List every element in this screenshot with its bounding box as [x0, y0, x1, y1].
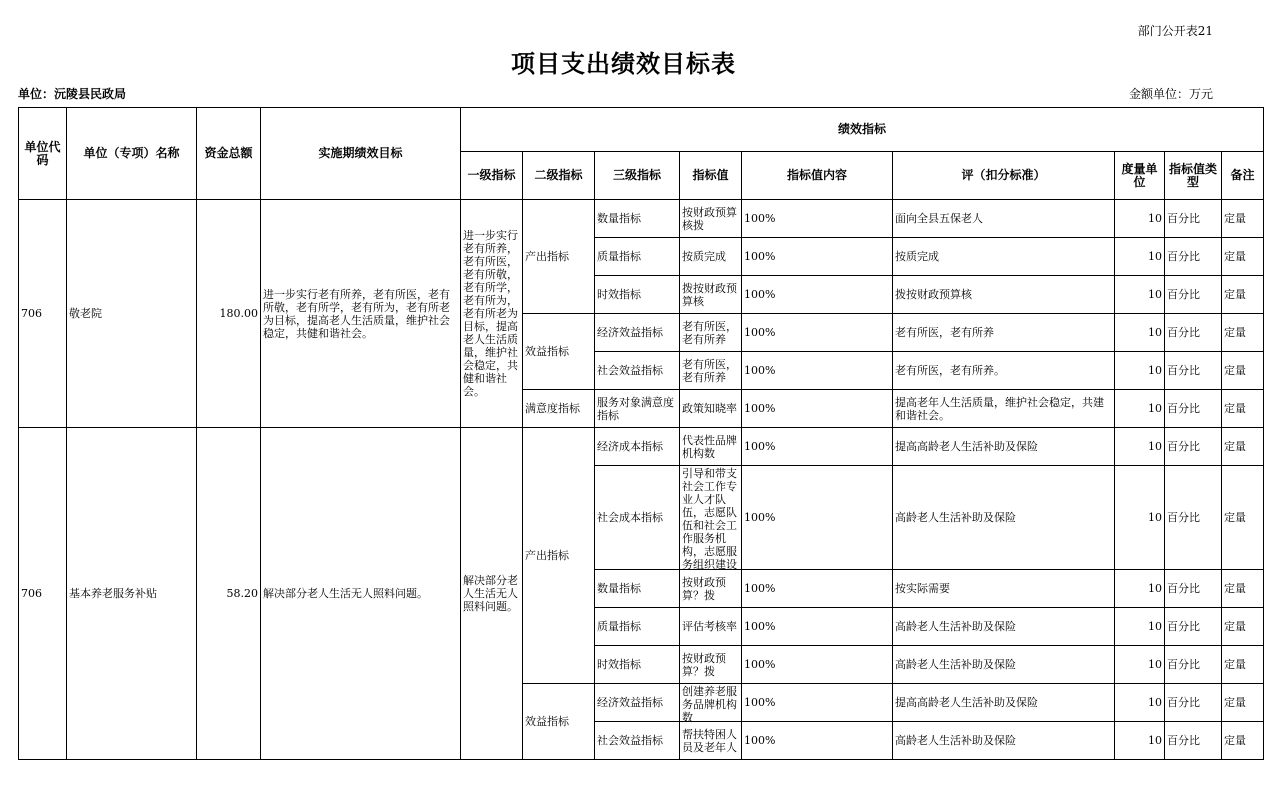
value-text: 按质完成	[682, 250, 726, 263]
scoring-cell: 高龄老人生活补助及保险	[893, 722, 1115, 760]
value-type-cell: 百分比	[1165, 646, 1222, 684]
value-cell	[680, 646, 742, 684]
level2-cell: 效益指标	[523, 314, 595, 390]
remark-cell: 定量	[1222, 428, 1264, 466]
remark-cell: 定量	[1222, 200, 1264, 238]
table-row	[19, 200, 1264, 238]
unit-label: 单位：沅陵县民政局	[18, 87, 127, 101]
money-unit-label: 金额单位：万元	[1128, 87, 1213, 101]
scoring-cell: 按质完成	[893, 238, 1115, 276]
content-cell: 100%	[742, 722, 893, 760]
measure-unit-cell: 10	[1115, 570, 1165, 608]
level3-cell: 数量指标	[595, 200, 680, 238]
remark-cell: 定量	[1222, 276, 1264, 314]
content-cell: 100%	[742, 684, 893, 722]
remark-cell: 定量	[1222, 238, 1264, 276]
value-cell	[680, 238, 742, 276]
remark-cell: 定量	[1222, 646, 1264, 684]
measure-unit-cell: 10	[1115, 390, 1165, 428]
value-cell	[680, 314, 742, 352]
value-cell	[680, 608, 742, 646]
header-goal: 实施期绩效目标	[261, 108, 461, 200]
value-text: 创建养老服务品牌机构数	[682, 684, 737, 724]
content-cell: 100%	[742, 570, 893, 608]
value-cell	[680, 722, 742, 760]
value-cell	[680, 570, 742, 608]
remark-cell: 定量	[1222, 466, 1264, 570]
project-amount-cell: 180.00	[197, 200, 261, 428]
project-name-cell: 基本养老服务补贴	[67, 428, 197, 760]
header-measure-unit: 度量单位	[1115, 152, 1165, 200]
level3-cell: 服务对象满意度指标	[595, 390, 680, 428]
table-body	[19, 200, 1264, 760]
value-type-cell: 百分比	[1165, 276, 1222, 314]
level3-cell: 数量指标	[595, 570, 680, 608]
scoring-cell: 提高老年人生活质量，维护社会稳定，共建和谐社会。	[893, 390, 1115, 428]
header-remark: 备注	[1222, 152, 1264, 200]
remark-cell: 定量	[1222, 314, 1264, 352]
remark-cell: 定量	[1222, 570, 1264, 608]
measure-unit-cell: 10	[1115, 608, 1165, 646]
content-cell: 100%	[742, 466, 893, 570]
measure-unit-cell: 10	[1115, 722, 1165, 760]
page-title: 项目支出绩效目标表	[511, 49, 736, 78]
header-value: 指标值	[680, 152, 742, 200]
header-scoring: 评（扣分标准）	[893, 152, 1115, 200]
header-level1: 一级指标	[461, 152, 523, 200]
measure-unit-cell: 10	[1115, 646, 1165, 684]
form-number: 部门公开表21	[1137, 24, 1213, 38]
level3-cell: 质量指标	[595, 238, 680, 276]
level2-cell: 产出指标	[523, 428, 595, 684]
value-type-cell: 百分比	[1165, 314, 1222, 352]
value-type-cell: 百分比	[1165, 722, 1222, 760]
header-level3: 三级指标	[595, 152, 680, 200]
measure-unit-cell: 10	[1115, 352, 1165, 390]
project-amount-cell: 58.20	[197, 428, 261, 760]
remark-cell: 定量	[1222, 390, 1264, 428]
table-header	[19, 108, 1264, 200]
level1-cell: 解决部分老人生活无人照料问题。	[461, 428, 523, 760]
header-content: 指标值内容	[742, 152, 893, 200]
value-text: 老有所医，老有所养	[682, 357, 737, 384]
scoring-cell: 老有所医，老有所养。	[893, 352, 1115, 390]
value-text: 代表性品牌机构数	[682, 433, 737, 460]
value-type-cell: 百分比	[1165, 238, 1222, 276]
scoring-cell: 提高高龄老人生活补助及保险	[893, 428, 1115, 466]
value-cell	[680, 276, 742, 314]
project-code-cell: 706	[19, 200, 67, 428]
content-cell: 100%	[742, 646, 893, 684]
header-unit-name: 单位（专项）名称	[67, 108, 197, 200]
scoring-cell: 面向全县五保老人	[893, 200, 1115, 238]
level3-cell: 时效指标	[595, 276, 680, 314]
value-type-cell: 百分比	[1165, 608, 1222, 646]
value-text: 引导和带支社会工作专业人才队伍，志愿队伍和社会工作服务机构，志愿服务组织建设	[682, 466, 737, 571]
value-type-cell: 百分比	[1165, 428, 1222, 466]
scoring-cell: 提高高龄老人生活补助及保险	[893, 684, 1115, 722]
measure-unit-cell: 10	[1115, 238, 1165, 276]
value-cell	[680, 684, 742, 722]
value-type-cell: 百分比	[1165, 200, 1222, 238]
level2-cell: 效益指标	[523, 684, 595, 760]
scoring-cell: 拨按财政预算核	[893, 276, 1115, 314]
value-type-cell: 百分比	[1165, 352, 1222, 390]
header-unit-code: 单位代码	[19, 108, 67, 200]
value-type-cell: 百分比	[1165, 570, 1222, 608]
level3-cell: 社会成本指标	[595, 466, 680, 570]
value-type-cell: 百分比	[1165, 390, 1222, 428]
content-cell: 100%	[742, 608, 893, 646]
level1-cell: 进一步实行老有所养，老有所医，老有所敬，老有所学，老有所为，老有所老为目标，提高老人生活质量，维护社会稳定，共健和谐社会。	[461, 200, 523, 428]
measure-unit-cell: 10	[1115, 428, 1165, 466]
remark-cell: 定量	[1222, 352, 1264, 390]
header-indicators: 绩效指标	[461, 108, 1264, 152]
measure-unit-cell: 10	[1115, 466, 1165, 570]
level3-cell: 质量指标	[595, 608, 680, 646]
level2-cell: 产出指标	[523, 200, 595, 314]
value-text: 拨按财政预算核	[682, 281, 737, 308]
level2-cell: 满意度指标	[523, 390, 595, 428]
value-cell	[680, 352, 742, 390]
project-name-cell: 敬老院	[67, 200, 197, 428]
level3-cell: 经济效益指标	[595, 684, 680, 722]
level3-cell: 经济效益指标	[595, 314, 680, 352]
value-text: 老有所医，老有所养	[682, 319, 737, 346]
remark-cell: 定量	[1222, 722, 1264, 760]
value-text: 评估考核率	[682, 620, 737, 633]
value-text: 按财政预算？拨	[682, 651, 726, 678]
value-type-cell: 百分比	[1165, 466, 1222, 570]
project-goal-cell: 解决部分老人生活无人照料问题。	[261, 428, 461, 760]
measure-unit-cell: 10	[1115, 314, 1165, 352]
content-cell: 100%	[742, 352, 893, 390]
value-type-cell: 百分比	[1165, 684, 1222, 722]
content-cell: 100%	[742, 314, 893, 352]
project-goal-cell: 进一步实行老有所养，老有所医，老有所敬，老有所学，老有所为，老有所老为目标，提高老人生活质量，维护社会稳定，共健和谐社会。	[261, 200, 461, 428]
content-cell: 100%	[742, 428, 893, 466]
table-row	[19, 428, 1264, 466]
header-value-type: 指标值类型	[1165, 152, 1222, 200]
measure-unit-cell: 10	[1115, 276, 1165, 314]
header-level2: 二级指标	[523, 152, 595, 200]
scoring-cell: 老有所医，老有所养	[893, 314, 1115, 352]
remark-cell: 定量	[1222, 608, 1264, 646]
header-total-funds: 资金总额	[197, 108, 261, 200]
value-text: 政策知晓率	[682, 402, 737, 415]
value-text: 帮扶特困人员及老年人	[682, 727, 737, 754]
remark-cell: 定量	[1222, 684, 1264, 722]
value-text: 按财政预算？拨	[682, 575, 726, 602]
level3-cell: 时效指标	[595, 646, 680, 684]
level3-cell: 社会效益指标	[595, 722, 680, 760]
content-cell: 100%	[742, 390, 893, 428]
value-text: 按财政预算核拨	[682, 205, 737, 232]
measure-unit-cell: 10	[1115, 684, 1165, 722]
scoring-cell: 高龄老人生活补助及保险	[893, 646, 1115, 684]
project-code-cell: 706	[19, 428, 67, 760]
level3-cell: 经济成本指标	[595, 428, 680, 466]
value-cell	[680, 466, 742, 570]
scoring-cell: 高龄老人生活补助及保险	[893, 608, 1115, 646]
value-cell	[680, 200, 742, 238]
content-cell: 100%	[742, 276, 893, 314]
content-cell: 100%	[742, 238, 893, 276]
value-cell	[680, 390, 742, 428]
scoring-cell: 高龄老人生活补助及保险	[893, 466, 1115, 570]
value-cell	[680, 428, 742, 466]
content-cell: 100%	[742, 200, 893, 238]
performance-table	[18, 107, 1264, 760]
level3-cell: 社会效益指标	[595, 352, 680, 390]
measure-unit-cell: 10	[1115, 200, 1165, 238]
scoring-cell: 按实际需要	[893, 570, 1115, 608]
